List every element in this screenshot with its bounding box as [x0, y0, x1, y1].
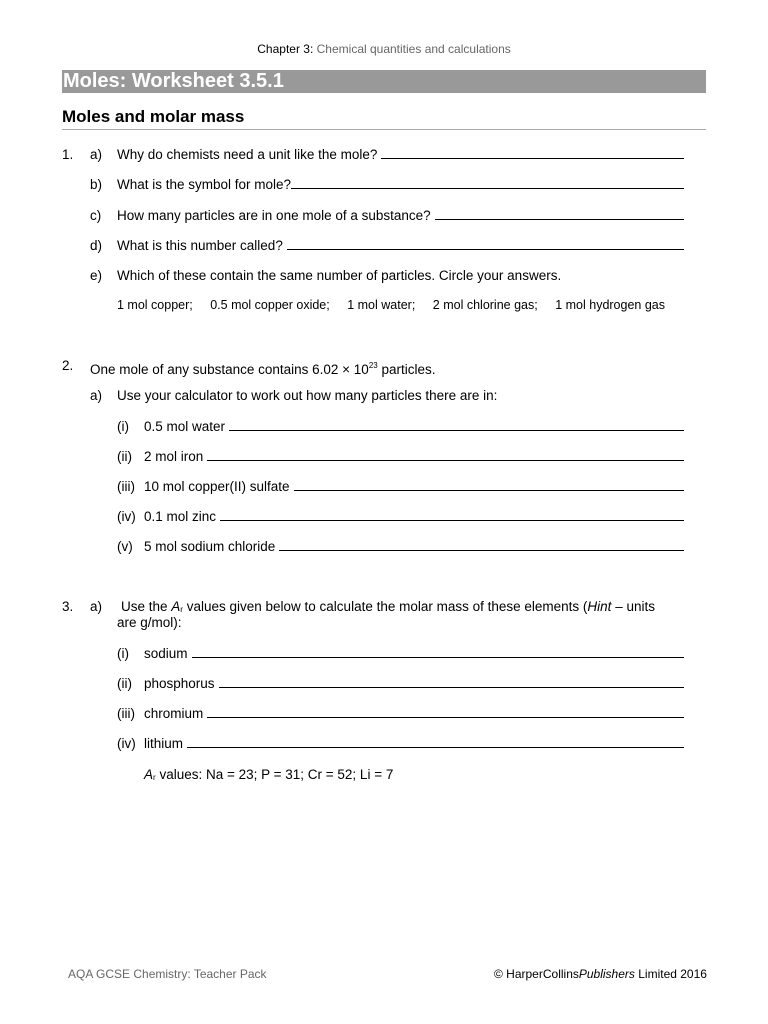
page-header [0, 42, 768, 56]
q3-item-line[interactable] [144, 705, 684, 721]
q3-item-text: sodium [144, 646, 188, 661]
hint-word: Hint [587, 599, 612, 614]
q2-item-text: 0.5 mol water [144, 419, 226, 434]
q2-intro-text: One mole of any substance contains 6.02 × 10 [90, 362, 369, 377]
copyright-end: Limited 2016 [634, 967, 707, 981]
q1e-text: Which of these contain the same number of particles. Circle your answers. [117, 268, 562, 283]
q3a-text-end: – units [611, 599, 655, 614]
answer-blank[interactable] [229, 418, 684, 431]
publisher-italic: Publishers [578, 967, 635, 981]
q3-item-label: (i) [117, 646, 129, 661]
answer-blank[interactable] [219, 675, 684, 688]
answer-blank[interactable] [287, 237, 684, 250]
worksheet-title-bar [62, 70, 706, 93]
q1d-label: d) [90, 238, 103, 253]
q2-item-label: (ii) [117, 449, 132, 464]
q2-item-line[interactable] [144, 538, 684, 554]
chapter-label: Chapter 3: [257, 42, 314, 56]
q3-item-label: (ii) [117, 676, 132, 691]
q3-item-line[interactable] [144, 645, 684, 661]
q3a-line1 [121, 598, 655, 618]
q2-item-line[interactable] [144, 448, 684, 464]
q1b-label: b) [90, 177, 103, 192]
question-3-number: 3. [62, 599, 74, 614]
q3a-label: a) [90, 599, 103, 614]
footer-right [494, 967, 707, 981]
option-item[interactable]: 1 mol water; [347, 298, 416, 312]
q2-item-line[interactable] [144, 508, 684, 524]
ar-values-text: values: Na = 23; P = 31; Cr = 52; Li = 7 [155, 767, 394, 782]
q3-item-line[interactable] [144, 735, 684, 751]
q2-item-text: 10 mol copper(II) sulfate [144, 479, 290, 494]
question-1-number: 1. [62, 147, 74, 162]
q3a-text-mid: values given below to calculate the molar mass of these elements ( [182, 599, 588, 614]
q2-item-label: (iii) [117, 479, 135, 494]
ar-symbol: A [171, 599, 181, 614]
q2-intro [90, 357, 436, 378]
answer-blank[interactable] [381, 146, 684, 159]
q3-item-text: chromium [144, 706, 204, 721]
q3a-text-start: Use the [121, 599, 172, 614]
chapter-title: Chemical quantities and calculations [316, 42, 511, 56]
q2-item-text: 2 mol iron [144, 449, 204, 464]
q2a-text: Use your calculator to work out how many particles there are in: [117, 388, 498, 403]
answer-blank[interactable] [220, 508, 684, 521]
q1c-label: c) [90, 208, 102, 223]
answer-blank[interactable] [192, 645, 684, 658]
exponent: 23 [368, 361, 378, 370]
option-item[interactable]: 2 mol chlorine gas; [432, 298, 538, 312]
answer-blank[interactable] [207, 705, 684, 718]
q2-item-label: (i) [117, 419, 129, 434]
q2-intro-end: particles. [377, 362, 436, 377]
section-heading: Moles and molar mass [62, 107, 245, 126]
option-item[interactable]: 1 mol hydrogen gas [555, 298, 665, 312]
q3-item-text: phosphorus [144, 676, 215, 691]
footer-left: AQA GCSE Chemistry: Teacher Pack [68, 967, 267, 981]
q2a-label: a) [90, 388, 103, 403]
answer-blank[interactable] [187, 735, 684, 748]
ar-subscript: r [153, 773, 156, 782]
q2-item-label: (v) [117, 539, 133, 554]
q3-item-label: (iv) [117, 736, 136, 751]
q1b-text: What is the symbol for mole? [117, 177, 292, 192]
q3-item-line[interactable] [144, 675, 684, 691]
q1e-label: e) [90, 268, 103, 283]
q1b-answer-line[interactable] [117, 176, 684, 192]
ar-subscript: r [180, 605, 183, 614]
answer-blank[interactable] [279, 538, 684, 551]
q1c-answer-line[interactable] [117, 207, 684, 223]
q1c-text: How many particles are in one mole of a substance? [117, 208, 431, 223]
ar-symbol: A [144, 767, 154, 782]
option-item[interactable]: 1 mol copper; [117, 298, 193, 312]
option-item[interactable]: 0.5 mol copper oxide; [210, 298, 330, 312]
q2-item-line[interactable] [144, 478, 684, 494]
q3-item-label: (iii) [117, 706, 135, 721]
q2-item-text: 0.1 mol zinc [144, 509, 217, 524]
q3-item-text: lithium [144, 736, 184, 751]
q3a-line2: are g/mol): [117, 615, 182, 630]
section-divider [62, 129, 706, 130]
q2-item-line[interactable] [144, 418, 684, 434]
answer-blank[interactable] [207, 448, 684, 461]
q2-item-label: (iv) [117, 509, 136, 524]
answer-blank[interactable] [294, 478, 684, 491]
answer-blank[interactable] [291, 176, 684, 189]
ar-values-line [144, 766, 393, 786]
q2-item-text: 5 mol sodium chloride [144, 539, 276, 554]
q1a-text: Why do chemists need a unit like the mole? [117, 147, 378, 162]
question-2-number: 2. [62, 358, 74, 373]
answer-blank[interactable] [435, 207, 684, 220]
worksheet-title: Moles: Worksheet 3.5.1 [63, 70, 284, 92]
copyright-text: © HarperCollins [494, 967, 579, 981]
q1d-text: What is this number called? [117, 238, 283, 253]
q1e-options [117, 298, 679, 312]
q1a-answer-line[interactable] [117, 146, 684, 162]
q1a-label: a) [90, 147, 103, 162]
q1d-answer-line[interactable] [117, 237, 684, 253]
